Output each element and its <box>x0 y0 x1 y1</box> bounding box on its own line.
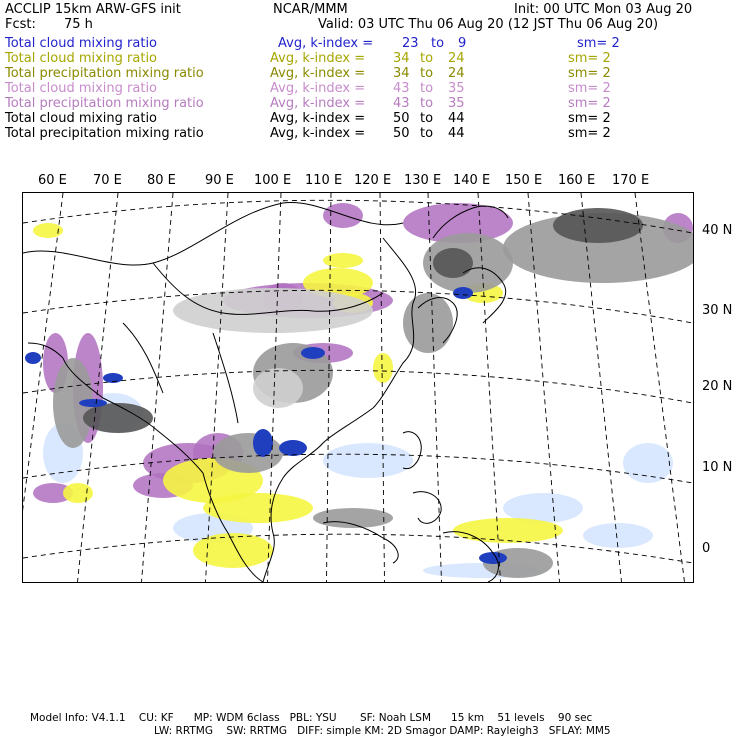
legend-k-start: 50 <box>393 111 410 126</box>
legend-field-name: Total precipitation mixing ratio <box>5 126 204 141</box>
legend-k-start: 43 <box>393 81 410 96</box>
legend-field-name: Total cloud mixing ratio <box>5 36 158 51</box>
legend-field-name: Total cloud mixing ratio <box>5 51 158 66</box>
convective-blue-spot <box>479 552 507 564</box>
legend-k-end: 24 <box>448 51 465 66</box>
legend-k-end: 44 <box>448 111 465 126</box>
weather-map <box>22 192 694 583</box>
light-cloud-patch <box>323 443 413 478</box>
legend-smoothing: sm= 2 <box>568 96 611 111</box>
longitude-label: 130 E <box>404 173 442 188</box>
high-cloud-gray-patch <box>403 293 453 353</box>
legend-to: to <box>420 96 434 111</box>
longitude-label: 90 E <box>205 173 234 188</box>
longitude-label: 150 E <box>505 173 543 188</box>
latitude-label: 30 N <box>702 303 733 318</box>
legend-avg-label: Avg, k-index = <box>270 126 366 141</box>
longitude-label: 100 E <box>254 173 292 188</box>
latitude-label: 0 <box>702 541 711 556</box>
latitude-label: 20 N <box>702 379 733 394</box>
legend-to: to <box>431 36 445 51</box>
legend-to: to <box>420 81 434 96</box>
legend-k-start: 34 <box>393 51 410 66</box>
convective-blue-spot <box>253 429 273 457</box>
legend-avg-label: Avg, k-index = <box>270 111 366 126</box>
model-info-line2: LW: RRTMG SW: RRTMG DIFF: simple KM: 2D Smagor DAMP: Rayleigh3 SFLAY: MM5 <box>154 725 611 737</box>
model-title: ACCLIP 15km ARW-GFS init <box>5 2 181 17</box>
legend-smoothing: sm= 2 <box>577 36 620 51</box>
latitude-label: 10 N <box>702 460 733 475</box>
cloud-yellow-patch <box>373 353 393 383</box>
legend-field-name: Total precipitation mixing ratio <box>5 96 204 111</box>
legend-avg-label: Avg, k-index = <box>270 51 366 66</box>
legend-k-end: 24 <box>448 66 465 81</box>
legend-smoothing: sm= 2 <box>568 66 611 81</box>
legend-to: to <box>420 51 434 66</box>
legend-k-end: 35 <box>448 81 465 96</box>
coastline-border <box>123 323 163 393</box>
longitude-label: 120 E <box>354 173 392 188</box>
high-cloud-gray-patch <box>313 508 393 528</box>
init-time: Init: 00 UTC Mon 03 Aug 20 <box>514 2 693 17</box>
longitude-gridline <box>142 193 174 582</box>
legend-to: to <box>420 111 434 126</box>
legend-to: to <box>420 126 434 141</box>
high-cloud-gray-patch <box>553 208 643 243</box>
convective-blue-spot <box>453 287 473 299</box>
longitude-label: 160 E <box>558 173 596 188</box>
convective-blue-spot <box>25 352 41 364</box>
latitude-label: 40 N <box>702 223 733 238</box>
precip-purple-patch <box>323 203 363 228</box>
legend-k-end: 44 <box>448 126 465 141</box>
legend-k-start: 34 <box>393 66 410 81</box>
forecast-hours: 75 h <box>64 17 93 32</box>
cloud-yellow-patch <box>323 253 363 268</box>
longitude-label: 110 E <box>305 173 343 188</box>
legend-avg-label: Avg, k-index = <box>270 96 366 111</box>
legend-field-name: Total precipitation mixing ratio <box>5 66 204 81</box>
convective-blue-spot <box>279 440 307 456</box>
light-cloud-patch <box>623 443 673 483</box>
forecast-label: Fcst: <box>5 17 36 32</box>
high-cloud-gray-patch <box>433 248 473 278</box>
model-info-line1: Model Info: V4.1.1 CU: KF MP: WDM 6class PBL: YSU SF: Noah LSM 15 km 51 levels 90 sec <box>30 712 593 724</box>
high-cloud-gray-patch <box>253 368 303 408</box>
cloud-yellow-patch <box>453 518 563 543</box>
longitude-label: 170 E <box>612 173 650 188</box>
convective-blue-spot <box>301 347 325 359</box>
convective-blue-spot <box>79 399 107 407</box>
longitude-label: 60 E <box>38 173 67 188</box>
legend-smoothing: sm= 2 <box>568 126 611 141</box>
longitude-label: 70 E <box>93 173 122 188</box>
coastline-border <box>213 333 238 423</box>
legend-k-end: 35 <box>448 96 465 111</box>
coastline-border <box>413 492 441 524</box>
legend-k-end: 9 <box>458 36 467 51</box>
legend-avg-label: Avg, k-index = <box>270 81 366 96</box>
legend-k-start: 23 <box>402 36 419 51</box>
legend-smoothing: sm= 2 <box>568 51 611 66</box>
valid-time: Valid: 03 UTC Thu 06 Aug 20 (12 JST Thu 06 Aug 20) <box>318 17 659 32</box>
legend-avg-label: Avg, k-index = <box>270 66 366 81</box>
legend-to: to <box>420 66 434 81</box>
cloud-yellow-patch <box>63 483 93 503</box>
legend-avg-label: Avg, k-index = <box>278 36 374 51</box>
legend-k-start: 43 <box>393 96 410 111</box>
legend-k-start: 50 <box>393 126 410 141</box>
longitude-label: 80 E <box>147 173 176 188</box>
legend-smoothing: sm= 2 <box>568 81 611 96</box>
high-cloud-gray-patch <box>173 288 373 333</box>
legend-smoothing: sm= 2 <box>568 111 611 126</box>
legend-field-name: Total cloud mixing ratio <box>5 81 158 96</box>
map-canvas <box>23 193 693 582</box>
longitude-label: 140 E <box>453 173 491 188</box>
legend-field-name: Total cloud mixing ratio <box>5 111 158 126</box>
organization: NCAR/MMM <box>273 2 348 17</box>
coastline-border <box>323 522 398 563</box>
